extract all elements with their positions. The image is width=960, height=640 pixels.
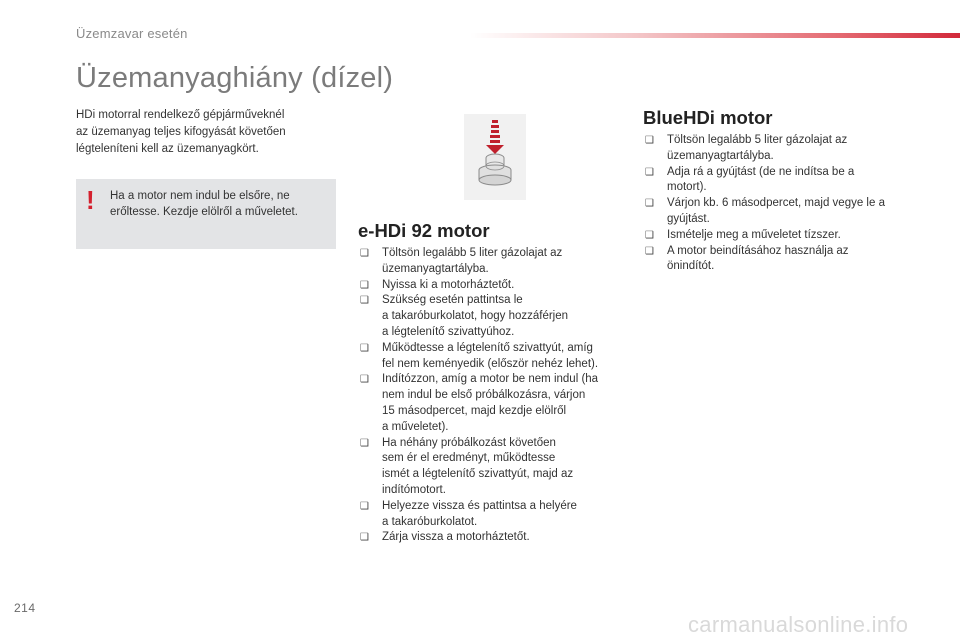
step-line: a légtelenítő szivattyúhoz. bbox=[382, 325, 515, 338]
checkbox-bullet-icon: ❑ bbox=[645, 166, 654, 178]
step-item bbox=[643, 244, 913, 276]
step-item bbox=[358, 372, 628, 435]
header-accent-bar bbox=[470, 33, 960, 38]
checkbox-bullet-icon: ❑ bbox=[645, 135, 654, 146]
checkbox-bullet-icon: ❑ bbox=[645, 245, 654, 257]
step-item bbox=[358, 436, 628, 499]
step-line: a takaróburkolatot, hogy hozzáférjen bbox=[382, 310, 569, 323]
warning-text bbox=[110, 188, 326, 220]
watermark: carmanualsonline.info bbox=[688, 612, 909, 637]
checkbox-bullet-icon: ❑ bbox=[360, 279, 369, 291]
step-line: Várjon kb. 6 másodpercet, majd vegye le a bbox=[667, 197, 885, 210]
step-line: üzemanyagtartályba. bbox=[382, 262, 489, 275]
step-item bbox=[358, 293, 628, 340]
checkbox-bullet-icon: ❑ bbox=[360, 295, 369, 307]
step-item bbox=[358, 246, 628, 278]
step-line: ismét a légtelenítő szivattyút, majd az bbox=[382, 468, 574, 481]
warning-line: Ha a motor nem indul be elsőre, ne bbox=[110, 190, 290, 202]
step-line: gyújtást. bbox=[667, 212, 710, 225]
step-line: Ha néhány próbálkozást követően bbox=[382, 436, 556, 449]
step-line: indítómotort. bbox=[382, 483, 446, 496]
priming-pump-icon bbox=[464, 114, 526, 200]
checkbox-bullet-icon: ❑ bbox=[360, 500, 369, 512]
step-item bbox=[643, 133, 913, 165]
priming-pump-illustration bbox=[464, 114, 526, 200]
checkbox-bullet-icon: ❑ bbox=[645, 198, 654, 210]
step-line: a takaróburkolatot. bbox=[382, 515, 478, 528]
warning-exclamation-icon: ! bbox=[86, 185, 95, 215]
page-title: Üzemanyaghiány (dízel) bbox=[76, 62, 394, 94]
step-line: Adja rá a gyújtást (de ne indítsa be a bbox=[667, 165, 855, 178]
step-line: motort). bbox=[667, 181, 707, 194]
step-item bbox=[643, 165, 913, 197]
step-line: Működtesse a légtelenítő szivattyút, amíg bbox=[382, 341, 593, 354]
warning-box bbox=[76, 179, 336, 249]
step-line: Helyezze vissza és pattintsa a helyére bbox=[382, 499, 577, 512]
step-line: a műveletet). bbox=[382, 420, 449, 433]
bluehdi-section-heading: BlueHDi motor bbox=[643, 107, 773, 128]
checkbox-bullet-icon: ❑ bbox=[360, 248, 369, 259]
step-line: Nyissa ki a motorháztetőt. bbox=[382, 278, 515, 291]
intro-line: HDi motorral rendelkező gépjárműveknél bbox=[76, 109, 285, 121]
step-line: önindítót. bbox=[667, 260, 715, 273]
checkbox-bullet-icon: ❑ bbox=[360, 374, 369, 386]
step-item bbox=[358, 341, 628, 373]
warning-line: erőltesse. Kezdje elölről a műveletet. bbox=[110, 206, 298, 218]
intro-line: az üzemanyag teljes kifogyását követően bbox=[76, 126, 286, 138]
checkbox-bullet-icon: ❑ bbox=[360, 437, 369, 449]
step-line: fel nem keményedik (először nehéz lehet). bbox=[382, 357, 599, 370]
step-line: sem ér el eredményt, működtesse bbox=[382, 452, 556, 465]
bluehdi-steps-list bbox=[643, 133, 913, 275]
ehdi-steps-list bbox=[358, 246, 628, 546]
step-line: Szükség esetén pattintsa le bbox=[382, 294, 523, 307]
checkbox-bullet-icon: ❑ bbox=[360, 342, 369, 354]
step-line: Ismételje meg a műveletet tízszer. bbox=[667, 228, 841, 241]
step-line: üzemanyagtartályba. bbox=[667, 149, 774, 162]
step-line: 15 másodpercet, majd kezdje elölről bbox=[382, 404, 567, 417]
page-number: 214 bbox=[14, 601, 36, 615]
step-line: Zárja vissza a motorháztetőt. bbox=[382, 531, 530, 544]
step-line: nem indul be első próbálkozásra, várjon bbox=[382, 389, 586, 402]
step-item bbox=[358, 278, 628, 294]
step-item bbox=[358, 530, 628, 546]
step-line: A motor beindításához használja az bbox=[667, 244, 849, 257]
step-item bbox=[643, 228, 913, 244]
header-title: Üzemzavar esetén bbox=[76, 26, 188, 41]
checkbox-bullet-icon: ❑ bbox=[645, 229, 654, 241]
step-line: Töltsön legalább 5 liter gázolajat az bbox=[382, 247, 563, 259]
step-line: Indítózzon, amíg a motor be nem indul (ha bbox=[382, 373, 599, 386]
step-item bbox=[358, 499, 628, 531]
checkbox-bullet-icon: ❑ bbox=[360, 532, 369, 544]
intro-line: légteleníteni kell az üzemanyagkört. bbox=[76, 143, 259, 155]
ehdi-section-heading: e-HDi 92 motor bbox=[358, 220, 490, 241]
intro-paragraph bbox=[76, 107, 336, 158]
step-line: Töltsön legalább 5 liter gázolajat az bbox=[667, 134, 848, 146]
step-item bbox=[643, 196, 913, 228]
